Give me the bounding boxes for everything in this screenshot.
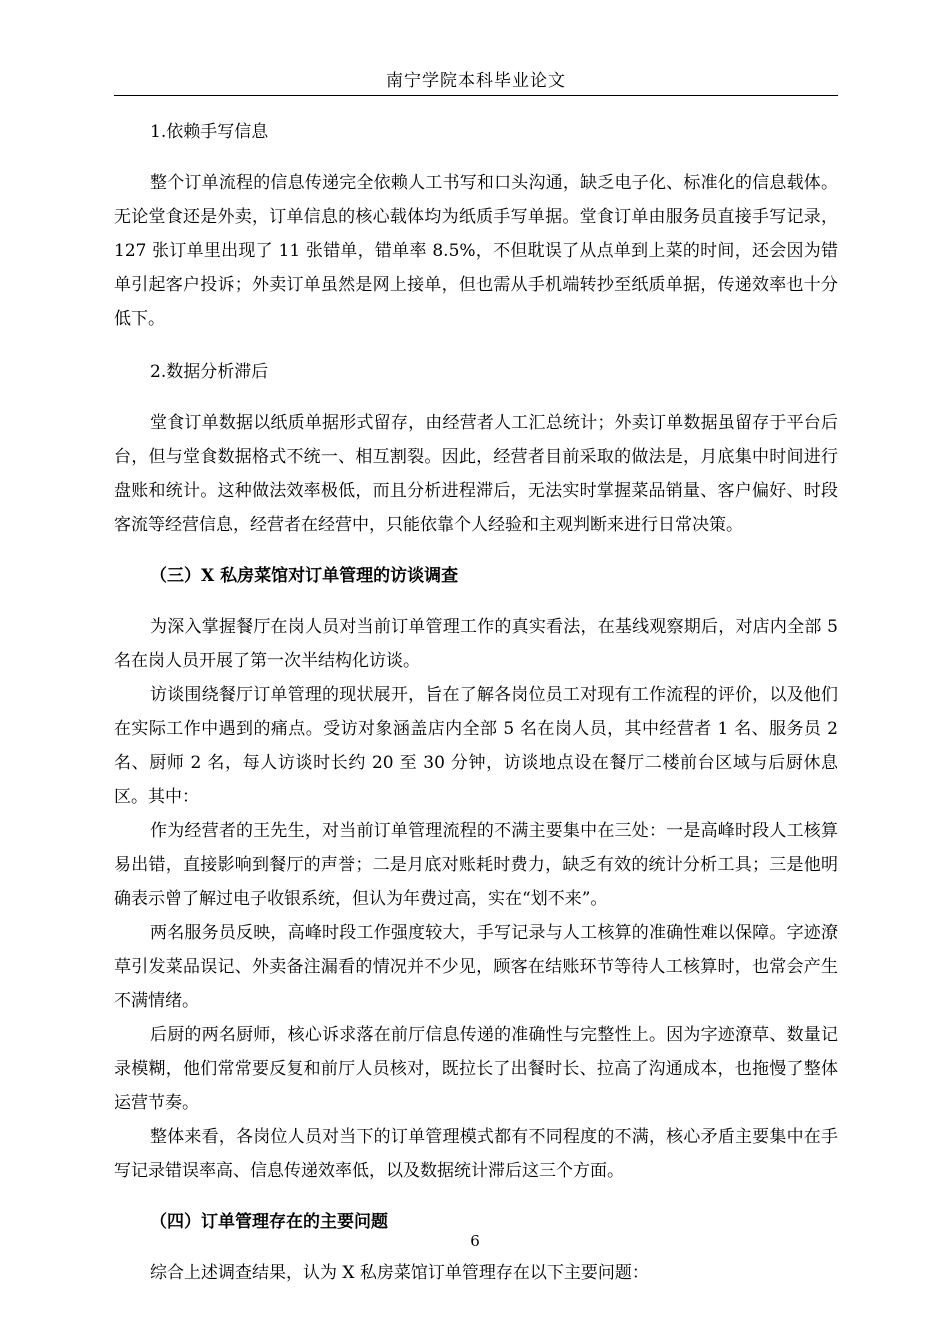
paragraph: 两名服务员反映，高峰时段工作强度较大，手写记录与人工核算的准确性难以保障。字迹潦草引发菜品误记、外卖备注漏看的情况并不少见，顾客在结账环节等待人工核算时，也常会产生不满情绪。 <box>114 923 838 1011</box>
document-body <box>114 114 838 1290</box>
subsection-heading-data-lag: 2.数据分析滞后 <box>150 362 269 382</box>
section-heading-main-problems: （四）订单管理存在的主要问题 <box>150 1212 388 1232</box>
paragraph: 为深入掌握餐厅在岗人员对当前订单管理工作的真实看法，在基线观察期后，对店内全部 5 名在岗人员开展了第一次半结构化访谈。 <box>114 617 838 671</box>
paragraph: 作为经营者的王先生，对当前订单管理流程的不满主要集中在三处：一是高峰时段人工核算易出错，直接影响到餐厅的声誉；二是月底对账耗时费力，缺乏有效的统计分析工具；三是他明确表示曾了解过电子收银系统，但认为年费过高，实在“划不来”。 <box>114 821 838 909</box>
paragraph: 堂食订单数据以纸质单据形式留存，由经营者人工汇总统计；外卖订单数据虽留存于平台后台，但与堂食数据格式不统一、相互割裂。因此，经营者目前采取的做法是，月底集中时间进行盘账和统计。这种做法效率极低，而且分析进程滞后，无法实时掌握菜品销量、客户偏好、时段客流等经营信息，经营者在经营中，只能依靠个人经验和主观判断来进行日常决策。 <box>114 413 838 535</box>
paragraph: 后厨的两名厨师，核心诉求落在前厅信息传递的准确性与完整性上。因为字迹潦草、数量记录模糊，他们常常要反复和前厅人员核对，既拉长了出餐时长、拉高了沟通成本，也拖慢了整体运营节奏。 <box>114 1025 838 1113</box>
paragraph: 访谈围绕餐厅订单管理的现状展开，旨在了解各岗位员工对现有工作流程的评价，以及他们在实际工作中遇到的痛点。受访对象涵盖店内全部 5 名在岗人员，其中经营者 1 名、服务员 2 名、厨师 2 名，每人访谈时长约 20 至 30 分钟，访谈地点设在餐厅二楼前台区域与后厨休息区。其中： <box>114 685 838 807</box>
header-divider <box>114 95 838 96</box>
subsection-heading-handwriting: 1.依赖手写信息 <box>150 122 269 142</box>
section-heading-interview: （三）X 私房菜馆对订单管理的访谈调查 <box>150 566 459 586</box>
paragraph: 综合上述调查结果，认为 X 私房菜馆订单管理存在以下主要问题： <box>150 1263 649 1283</box>
page-header-title: 南宁学院本科毕业论文 <box>386 71 566 91</box>
paragraph: 整个订单流程的信息传递完全依赖人工书写和口头沟通，缺乏电子化、标准化的信息载体。无论堂食还是外卖，订单信息的核心载体均为纸质手写单据。堂食订单由服务员直接手写记录，127 张订单里出现了 11 张错单，错单率 8.5%，不但耽误了从点单到上菜的时间，还会因为错单引起客户投诉；外卖订单虽然是网上接单，但也需从手机端转抄至纸质单据，传递效率也十分低下。 <box>114 173 838 329</box>
paragraph: 整体来看，各岗位人员对当下的订单管理模式都有不同程度的不满，核心矛盾主要集中在手写记录错误率高、信息传递效率低，以及数据统计滞后这三个方面。 <box>114 1127 838 1181</box>
page-number: 6 <box>470 1232 480 1250</box>
